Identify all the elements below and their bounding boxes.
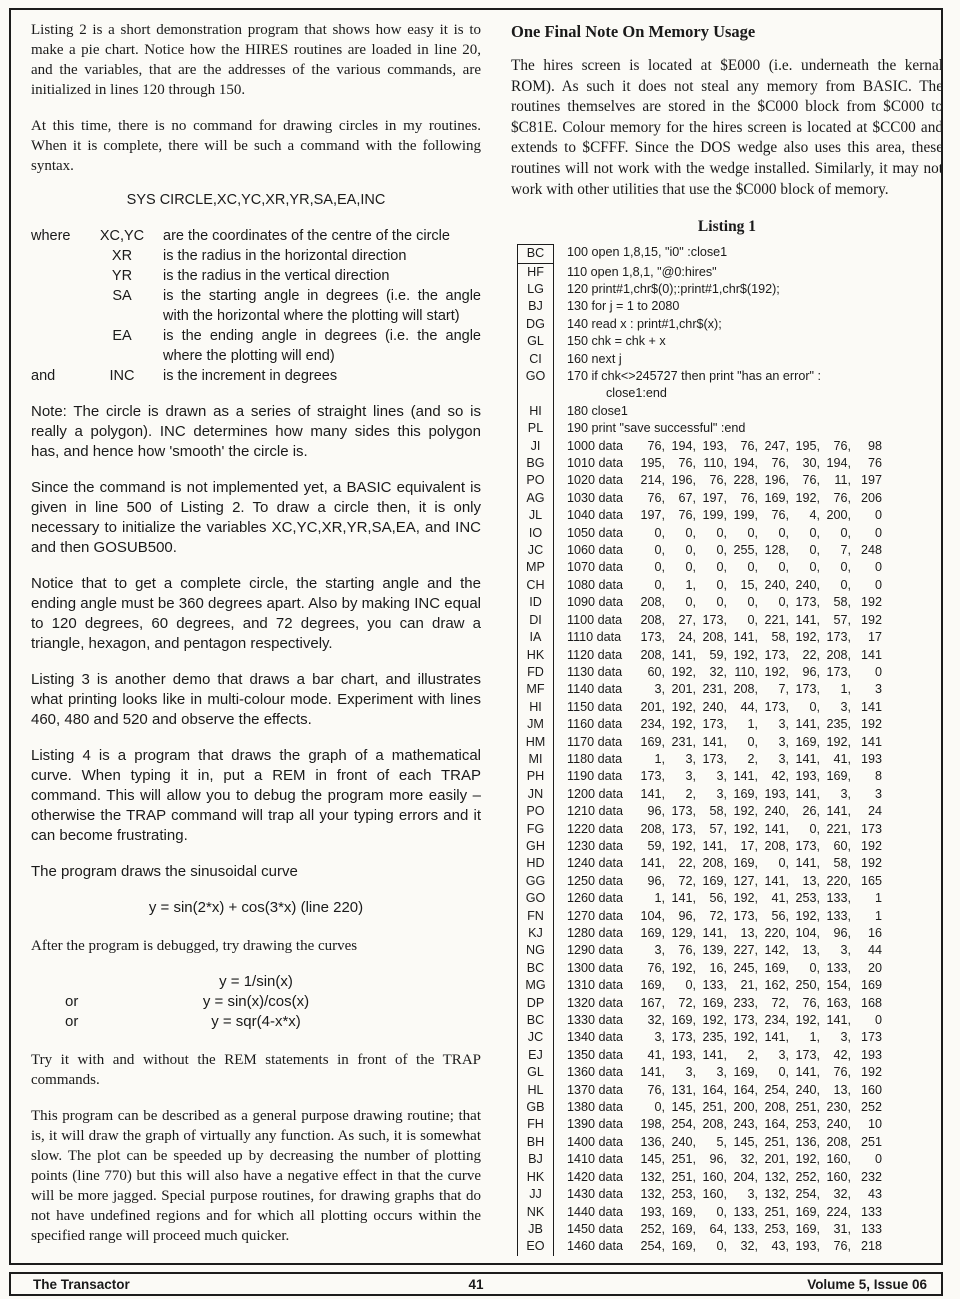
code-text: 1150 data 201, 192, 240, 44, 173, 0, 3, 141: [567, 699, 882, 714]
formula-sin-cos: y = sin(2*x) + cos(3*x) (line 220): [148, 899, 364, 916]
code-text: 1410 data 145, 251, 96, 32, 201, 192, 160, 0: [567, 1152, 882, 1167]
code-text: 1090 data 208, 0, 0, 0, 0, 173, 58, 192: [567, 595, 882, 610]
sys-circle-syntax: SYS CIRCLE,XC,YC,XR,YR,SA,EA,INC: [126, 192, 386, 208]
param-def: is the starting angle in degrees (i.e. the angle with the horizontal where the plotting will start): [163, 288, 481, 324]
checksum-code: IO: [517, 525, 554, 542]
checksum-code: JJ: [517, 1186, 554, 1203]
listing-row: [517, 751, 943, 768]
code-text: 1040 data 197, 76, 199, 199, 76, 4, 200, 0: [567, 508, 882, 523]
listing-row: [517, 1238, 943, 1255]
left-column: [31, 20, 481, 1262]
code-text: close1:end: [606, 386, 667, 401]
code-text: 1210 data 96, 173, 58, 192, 240, 26, 141, 24: [567, 804, 882, 819]
checksum-code: PO: [517, 472, 554, 489]
code-text: 1000 data 76, 194, 193, 76, 247, 195, 76, 98: [567, 438, 882, 453]
listing-row: [517, 1116, 943, 1133]
listing-row: [517, 438, 943, 455]
param-lead: where: [31, 228, 71, 244]
param-term: EA: [112, 328, 132, 344]
checksum-code: BJ: [517, 298, 554, 315]
param-row-xr: [31, 246, 481, 266]
param-lead: [31, 266, 81, 286]
listing-row: [517, 612, 943, 629]
checksum-code: HK: [517, 1169, 554, 1186]
formula-prefix: or: [65, 1013, 79, 1030]
listing-row: [517, 385, 943, 402]
code-text: 1020 data 214, 196, 76, 228, 196, 76, 11, 197: [567, 473, 882, 488]
code-text: 160 next j: [567, 351, 622, 366]
para-polygon-note: Note: The circle is drawn as a series of straight lines (and so is really a polygon). INC determines how many sides this polygon has, and hence how 'smooth' the circle is.: [31, 403, 481, 460]
listing-row: [517, 577, 943, 594]
listing-row: [517, 420, 943, 437]
code-text: 1270 data 104, 96, 72, 173, 56, 192, 133, 1: [567, 908, 882, 923]
listing-row: [517, 995, 943, 1012]
para-general-purpose: This program can be described as a general purpose drawing routine; that is, it will draw the graph of virtually any function. As such, it is somewhat slow. The plot can be speeded up by decreasing the number of plotting points (line 770) but this will also have a negative effect in that the curve will be more jagged. Special purpose routines, for drawing graphs that do not have undefined regions and for which all plotting occurs within the specified range will proceed much quicker.: [31, 1108, 481, 1244]
code-text: 1050 data 0, 0, 0, 0, 0, 0, 0, 0: [567, 525, 882, 540]
listing-row: [517, 977, 943, 994]
code-text: 1170 data 169, 231, 141, 0, 3, 169, 192, 141: [567, 734, 882, 749]
code-text: 1200 data 141, 2, 3, 169, 193, 141, 3, 3: [567, 786, 882, 801]
checksum-code: GB: [517, 1099, 554, 1116]
param-lead: [31, 286, 81, 326]
code-text: 1070 data 0, 0, 0, 0, 0, 0, 0, 0: [567, 560, 882, 575]
code-text: 1300 data 76, 192, 16, 245, 169, 0, 133, 20: [567, 960, 882, 975]
param-row-xcyc: [31, 226, 481, 246]
checksum-code: JB: [517, 1221, 554, 1238]
checksum-code: NK: [517, 1204, 554, 1221]
checksum-code: EO: [517, 1238, 554, 1255]
param-lead: [31, 326, 81, 366]
curve-formulas: [31, 972, 481, 1032]
checksum-code: GL: [517, 333, 554, 350]
code-text: 1400 data 136, 240, 5, 145, 251, 136, 208, 251: [567, 1134, 882, 1149]
parameter-definitions: [31, 226, 481, 386]
code-text: 1370 data 76, 131, 164, 164, 254, 240, 13, 160: [567, 1082, 882, 1097]
checksum-code: JN: [517, 786, 554, 803]
checksum-code: MP: [517, 559, 554, 576]
formula-row: [31, 972, 481, 992]
code-text: 1320 data 167, 72, 169, 233, 72, 76, 163, 168: [567, 995, 882, 1010]
checksum-code: BG: [517, 455, 554, 472]
param-term: XR: [111, 248, 133, 264]
listing-row: [517, 768, 943, 785]
code-text: 1220 data 208, 173, 57, 192, 141, 0, 221, 173: [567, 821, 882, 836]
code-text: 1420 data 132, 251, 160, 204, 132, 252, 160, 232: [567, 1169, 882, 1184]
listing-row: [517, 1047, 943, 1064]
code-text: 1260 data 1, 141, 56, 192, 41, 253, 133, 1: [567, 891, 882, 906]
checksum-code: BJ: [517, 1151, 554, 1168]
listing-row: [517, 368, 943, 385]
code-text: 1080 data 0, 1, 0, 15, 240, 240, 0, 0: [567, 577, 882, 592]
listing-row: [517, 1029, 943, 1046]
formula-text: y = sin(x)/cos(x): [202, 993, 310, 1010]
param-term: INC: [109, 368, 135, 384]
checksum-code: NG: [517, 942, 554, 959]
listing-row: [517, 734, 943, 751]
param-term: XC,YC: [99, 228, 145, 244]
param-row-ea: [31, 326, 481, 366]
code-text: 1390 data 198, 254, 208, 243, 164, 253, 240, 10: [567, 1117, 882, 1132]
param-term: YR: [111, 268, 133, 284]
listing-row: [517, 1169, 943, 1186]
formula-text: y = sqr(4-x*x): [211, 1013, 301, 1030]
code-text: 1330 data 32, 169, 192, 173, 234, 192, 141, 0: [567, 1013, 882, 1028]
param-term: SA: [112, 288, 132, 304]
listing1-title: Listing 1: [697, 218, 757, 236]
para-sinusoidal: The program draws the sinusoidal curve: [31, 863, 298, 880]
para-after-debug: After the program is debugged, try drawing the curves: [31, 938, 358, 954]
code-text: 120 print#1,chr$(0);:print#1,chr$(192);: [567, 281, 780, 296]
code-text: 1180 data 1, 3, 173, 2, 3, 141, 41, 193: [567, 751, 882, 766]
listing-row: [517, 1204, 943, 1221]
code-text: 1010 data 195, 76, 110, 194, 76, 30, 194, 76: [567, 456, 882, 471]
checksum-code: FD: [517, 664, 554, 681]
param-lead: and: [31, 368, 56, 384]
listing-row: [517, 244, 943, 263]
para-listing3: Listing 3 is another demo that draws a bar chart, and illustrates what printing looks like in multi-colour mode. Experiment with lines 460, 480 and 520 and observe the effects.: [31, 671, 481, 728]
listing-row: [517, 1134, 943, 1151]
footer-page-number: 41: [468, 1276, 484, 1292]
listing-row: [517, 873, 943, 890]
checksum-code: JC: [517, 1029, 554, 1046]
para-listing4: Listing 4 is a program that draws the graph of a mathematical curve. When typing it in, put a REM in front of each TRAP command. This will allow you to debug the program more easily – otherwise the TRAP command will trap all your typing errors and it can become frustrating.: [31, 747, 481, 844]
code-text: 1230 data 59, 192, 141, 17, 208, 173, 60, 192: [567, 838, 882, 853]
formula-text: y = 1/sin(x): [219, 973, 293, 990]
code-text: 150 chk = chk + x: [567, 334, 666, 349]
footer-volume-issue: Volume 5, Issue 06: [807, 1276, 927, 1292]
listing-row: [517, 298, 943, 315]
listing-row: [517, 1012, 943, 1029]
para-basic-equivalent: Since the command is not implemented yet, a BASIC equivalent is given in line 500 of Listing 2. To draw a circle then, it is only necessary to initialize the variables XC,YC,XR,YR,SA,EA, and INC and then GOSUB500.: [31, 479, 481, 556]
param-row-inc: [31, 366, 481, 386]
listing-row: [517, 333, 943, 350]
code-text: 1430 data 132, 253, 160, 3, 132, 254, 32, 43: [567, 1187, 882, 1202]
code-text: 1030 data 76, 67, 197, 76, 169, 192, 76, 206: [567, 490, 882, 505]
checksum-code: JL: [517, 507, 554, 524]
para-circle-command: At this time, there is no command for drawing circles in my routines. When it is complete, there will be such a command with the following syntax.: [31, 118, 481, 174]
code-text: 180 close1: [567, 403, 628, 418]
listing-row: [517, 925, 943, 942]
param-def: is the increment in degrees: [163, 368, 338, 384]
code-text: 1460 data 254, 169, 0, 32, 43, 193, 76, 218: [567, 1239, 882, 1254]
listing-row: [517, 403, 943, 420]
code-text: 1240 data 141, 22, 208, 169, 0, 141, 58, 192: [567, 856, 882, 871]
code-text: 1440 data 193, 169, 0, 133, 251, 169, 224, 133: [567, 1204, 882, 1219]
param-def: is the radius in the vertical direction: [163, 268, 390, 284]
param-row-yr: [31, 266, 481, 286]
checksum-code: BH: [517, 1134, 554, 1151]
code-text: 1110 data 173, 24, 208, 141, 58, 192, 173, 17: [567, 630, 882, 645]
listing-row: [517, 716, 943, 733]
code-text: 1160 data 234, 192, 173, 1, 3, 141, 235, 192: [567, 717, 882, 732]
footer-magazine-name: The Transactor: [33, 1276, 130, 1292]
listing-row: [517, 1186, 943, 1203]
listing-row: [517, 681, 943, 698]
checksum-code: DI: [517, 612, 554, 629]
para-memory-usage: The hires screen is located at $E000 (i.e. underneath the kernal ROM). As such it does not steal any memory from BASIC. The routines themselves are stored in the $C000 block from $C000 to $C81E. Colour memory for the hires screen is located at $CC00 and extends to $CFFF. Since the DOS wedge also uses this area, these routines will not work with the wedge installed. Similarly, it may not work with other utilities that use the $C000 block of memory.: [511, 57, 943, 198]
checksum-code: EJ: [517, 1047, 554, 1064]
checksum-code: HM: [517, 734, 554, 751]
checksum-code: IA: [517, 629, 554, 646]
listing-row: [517, 1064, 943, 1081]
checksum-code: GH: [517, 838, 554, 855]
param-lead: [31, 246, 81, 266]
formula-row: [31, 1012, 481, 1032]
code-text: 1280 data 169, 129, 141, 13, 220, 104, 96, 16: [567, 926, 882, 940]
checksum-code: MF: [517, 681, 554, 698]
code-text: 1250 data 96, 72, 169, 127, 141, 13, 220, 165: [567, 873, 882, 888]
page-footer: [9, 1272, 943, 1296]
listing-row: [517, 647, 943, 664]
listing-row: [517, 507, 943, 524]
listing-row: [517, 281, 943, 298]
checksum-code: FN: [517, 908, 554, 925]
listing-row: [517, 559, 943, 576]
checksum-code: HL: [517, 1082, 554, 1099]
checksum-code: JI: [517, 438, 554, 455]
listing-row: [517, 525, 943, 542]
formula-prefix: or: [65, 993, 79, 1010]
formula-row: [31, 992, 481, 1012]
listing-row: [517, 472, 943, 489]
listing-row: [517, 890, 943, 907]
code-text: 170 if chk<>245727 then print "has an error" :: [567, 369, 821, 383]
code-text: 1340 data 3, 173, 235, 192, 141, 1, 3, 173: [567, 1030, 882, 1045]
listing-row: [517, 855, 943, 872]
checksum-code: HI: [517, 699, 554, 716]
checksum-code: LG: [517, 281, 554, 298]
checksum-code: PH: [517, 768, 554, 785]
code-text: 1060 data 0, 0, 0, 255, 128, 0, 7, 248: [567, 543, 882, 558]
listing-row: [517, 960, 943, 977]
param-def: are the coordinates of the centre of the circle: [163, 228, 450, 244]
listing-row: [517, 455, 943, 472]
code-text: 1350 data 41, 193, 141, 2, 3, 173, 42, 193: [567, 1047, 882, 1062]
listing-row: [517, 490, 943, 507]
code-text: 100 open 1,8,15, "i0" :close1: [567, 245, 728, 260]
param-def: is the ending angle in degrees (i.e. the angle where the plotting will end): [163, 328, 481, 364]
checksum-code: JM: [517, 716, 554, 733]
listing-row: [517, 942, 943, 959]
checksum-code: HD: [517, 855, 554, 872]
checksum-code: BC: [517, 244, 554, 263]
code-text: 190 print "save successful" :end: [567, 421, 746, 436]
memory-usage-heading: One Final Note On Memory Usage: [511, 22, 756, 41]
listing-row: [517, 1221, 943, 1238]
code-text: 1380 data 0, 145, 251, 200, 208, 251, 230, 252: [567, 1100, 882, 1115]
checksum-code: KJ: [517, 925, 554, 942]
listing-row: [517, 351, 943, 368]
checksum-code: FG: [517, 821, 554, 838]
listing-row: [517, 1151, 943, 1168]
listing-row: [517, 542, 943, 559]
code-text: 140 read x : print#1,chr$(x);: [567, 316, 722, 331]
listing-row: [517, 699, 943, 716]
checksum-code: [517, 385, 554, 402]
checksum-code: HI: [517, 403, 554, 420]
param-def: is the radius in the horizontal direction: [163, 248, 407, 264]
listing-row: [517, 264, 943, 281]
listing-row: [517, 786, 943, 803]
code-text: 1120 data 208, 141, 59, 192, 173, 22, 208, 141: [567, 647, 882, 662]
listing-rows: [517, 244, 943, 1256]
code-text: 1100 data 208, 27, 173, 0, 221, 141, 57, 192: [567, 612, 882, 627]
para-complete-circle: Notice that to get a complete circle, the starting angle and the ending angle must be 360 degrees apart. Also by making INC equal to 120 degrees, 60 degrees, and 72 degrees, you can draw a triangle, hexagon, and pentagon respectively.: [31, 575, 481, 652]
checksum-code: MG: [517, 977, 554, 994]
listing-row: [517, 594, 943, 611]
checksum-code: CI: [517, 351, 554, 368]
code-text: 1310 data 169, 0, 133, 21, 162, 250, 154, 169: [567, 978, 882, 993]
checksum-code: GL: [517, 1064, 554, 1081]
checksum-code: CH: [517, 577, 554, 594]
right-column: [511, 18, 943, 1256]
checksum-code: JC: [517, 542, 554, 559]
param-row-sa: [31, 286, 481, 326]
listing-row: [517, 664, 943, 681]
listing-row: [517, 1082, 943, 1099]
checksum-code: FH: [517, 1116, 554, 1133]
page-border: [9, 8, 943, 1265]
code-text: 110 open 1,8,1, "@0:hires": [567, 264, 717, 279]
checksum-code: GG: [517, 873, 554, 890]
checksum-code: PL: [517, 420, 554, 437]
code-text: 1290 data 3, 76, 139, 227, 142, 13, 3, 44: [567, 943, 882, 958]
checksum-code: HF: [517, 264, 554, 281]
checksum-code: BC: [517, 960, 554, 977]
checksum-code: DG: [517, 316, 554, 333]
code-text: 1140 data 3, 201, 231, 208, 7, 173, 1, 3: [567, 682, 882, 697]
listing-row: [517, 316, 943, 333]
checksum-code: HK: [517, 647, 554, 664]
checksum-code: PO: [517, 803, 554, 820]
checksum-code: GO: [517, 368, 554, 385]
listing-row: [517, 908, 943, 925]
listing-row: [517, 1099, 943, 1116]
code-text: 130 for j = 1 to 2080: [567, 299, 680, 314]
code-text: 1190 data 173, 3, 3, 141, 42, 193, 169, 8: [567, 769, 882, 784]
para-try-rem: Try it with and without the REM statements in front of the TRAP commands.: [31, 1052, 481, 1088]
code-text: 1360 data 141, 3, 3, 169, 0, 141, 76, 192: [567, 1065, 882, 1080]
code-text: 1450 data 252, 169, 64, 133, 253, 169, 31, 133: [567, 1221, 882, 1236]
checksum-code: AG: [517, 490, 554, 507]
para-listing2-intro: Listing 2 is a short demonstration program that shows how easy it is to make a pie chart. Notice how the HIRES routines are loaded in line 20, and the variables, that are the addresses of the various commands, are initialized in lines 120 through 150.: [31, 22, 481, 98]
checksum-code: ID: [517, 594, 554, 611]
listing-row: [517, 838, 943, 855]
checksum-code: DP: [517, 995, 554, 1012]
code-text: 1130 data 60, 192, 32, 110, 192, 96, 173, 0: [567, 664, 882, 679]
checksum-code: GO: [517, 890, 554, 907]
listing-row: [517, 803, 943, 820]
checksum-code: MI: [517, 751, 554, 768]
listing-row: [517, 821, 943, 838]
checksum-code: BC: [517, 1012, 554, 1029]
listing-row: [517, 629, 943, 646]
